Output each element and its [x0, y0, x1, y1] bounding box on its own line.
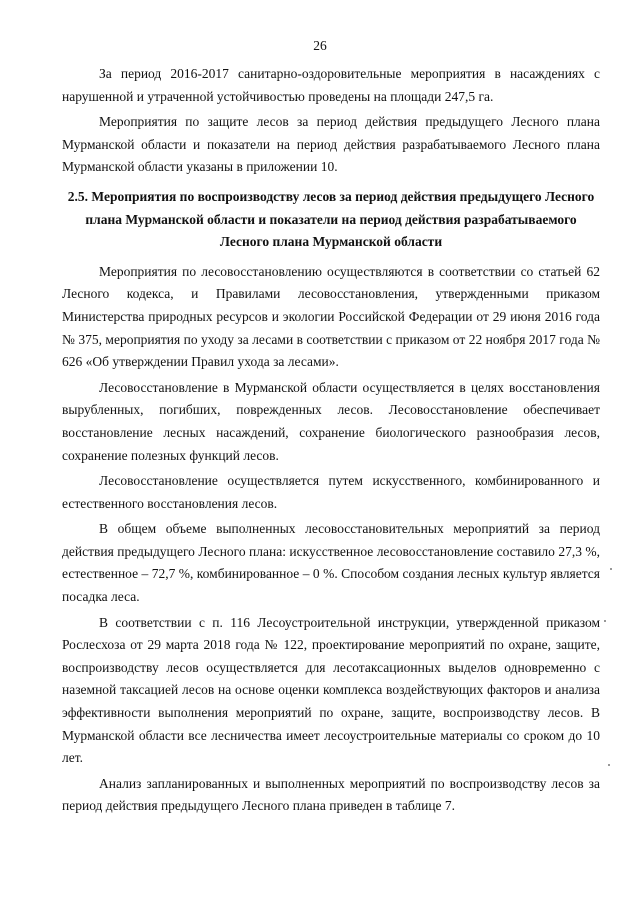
- scan-speck: [610, 568, 612, 570]
- paragraph-forest-protection: Мероприятия по защите лесов за период действия предыдущего Лесного плана Мурманской области и показатели на период действия разрабатываемого Лесного плана Мурманской области указаны в приложении 10.: [62, 114, 600, 175]
- paragraph-sanitary-measures: За период 2016-2017 санитарно-оздоровительные мероприятия в насаждениях с нарушенной и утраченной устойчивостью проведены на площади 247,5 га.: [62, 66, 600, 104]
- paragraph-reforestation-methods: Лесовосстановление осуществляется путем искусственного, комбинированного и естественного восстановления лесов.: [62, 473, 600, 511]
- paragraph-reforestation-goals: Лесовосстановление в Мурманской области осуществляется в целях восстановления вырубленных, погибших, поврежденных лесов. Лесовосстановление обеспечивает восстановление лесных насаждений, сохранение биологического разнообразия лесов, сохранение полезных функций лесов.: [62, 379, 600, 463]
- paragraph-reforestation-shares: В общем объеме выполненных лесовосстановительных мероприятий за период действия предыдущего Лесного плана: искусственное лесовосстановление составило 27,3 %, естественное – 72,7 %, комбинированное – 0 %. Способом создания лесных культур является посадка леса.: [62, 521, 600, 605]
- paragraph-reforestation-legal-basis: Мероприятия по лесовосстановлению осуществляются в соответствии со статьей 62 Лесного кодекса, и Правилами лесовосстановления, утвержденными приказом Министерства природных ресурсов и экологии Российской Федерации от 29 июня 2016 года № 375, мероприятия по уходу за лесами в соответствии с приказом от 22 ноября 2017 года № 626 «Об утверждении Правил ухода за лесами».: [62, 263, 600, 370]
- document-body: [62, 63, 600, 818]
- paragraph-table-reference: Анализ запланированных и выполненных мероприятий по воспроизводству лесов за период действия предыдущего Лесного плана приведен в таблице 7.: [62, 775, 600, 814]
- scan-speck: [608, 764, 610, 766]
- section-heading: 2.5. Мероприятия по воспроизводству лесов за период действия предыдущего Лесного плана Мурманской области и показатели на период действия разрабатываемого Лесного плана Мурманской области: [67, 188, 595, 250]
- page-number: 26: [313, 38, 327, 53]
- paragraph-forest-inventory-instruction: В соответствии с п. 116 Лесоустроительной инструкции, утвержденной приказом Рослесхоза от 29 марта 2018 года № 122, проектирование мероприятий по охране, защите, воспроизводству лесов осуществляется для лесотаксационных выделов одновременно с наземной таксацией лесов на основе оценки комплекса воздействующих факторов и анализа эффективности выполнения мероприятий по охране, защите, воспроизводству лесов. В Мурманской области все лесничества имеет лесоустроительные материалы со сроком до 10 лет.: [62, 614, 600, 766]
- scan-speck: [604, 620, 606, 622]
